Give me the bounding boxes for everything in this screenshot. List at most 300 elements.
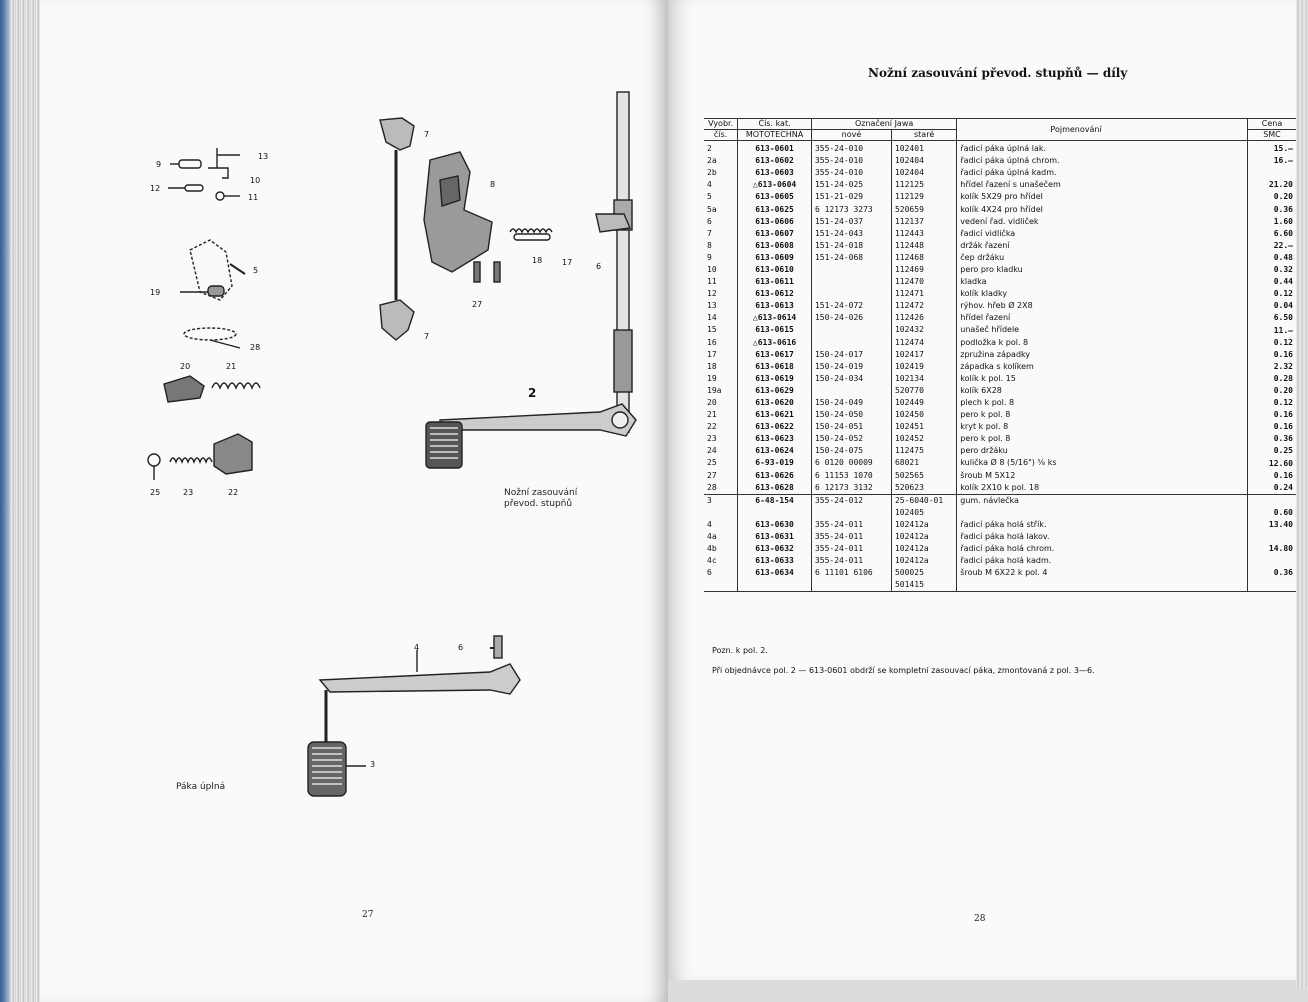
cell-cena: 1.60: [1248, 216, 1297, 228]
part-lever-bare-4: [320, 664, 520, 694]
cell-cena: 11.—: [1248, 324, 1297, 336]
label-18: 18: [532, 256, 543, 265]
cell-spacer: [1195, 409, 1248, 421]
cell-vyobr: 4: [707, 180, 712, 190]
table-row: [704, 457, 1296, 469]
table-row: [704, 445, 1296, 457]
note-reference: Pozn. k pol. 2.: [712, 646, 768, 655]
label-9: 9: [156, 160, 162, 169]
cell-spacer: [1195, 252, 1248, 264]
table-row: [704, 361, 1296, 373]
part-pin-28: [184, 328, 236, 340]
cell-stare: 68021: [891, 457, 956, 469]
cell-spacer: [1195, 543, 1248, 555]
cell-cena: 0.16: [1248, 409, 1297, 421]
table-row: [704, 507, 1296, 519]
label-21: 21: [226, 362, 237, 371]
cell-nove: 6 11101 6106: [811, 567, 891, 579]
cell-cena: 0.44: [1248, 276, 1297, 288]
cell-nove: 355-24-012: [811, 494, 891, 507]
cell-kat: 6-48-154: [738, 494, 812, 507]
cell-name: šroub M 6X22 k pol. 4: [957, 567, 1195, 579]
cell-spacer: [1195, 349, 1248, 361]
cell-nove: 355-24-011: [811, 531, 891, 543]
label-6-bottom: 6: [458, 643, 464, 652]
cell-vyobr: 8: [707, 240, 712, 250]
cell-cena: 0.28: [1248, 373, 1297, 385]
cell-kat: 613-0630: [738, 519, 812, 531]
part-holder-8: [424, 152, 492, 272]
cell-vyobr: 9: [707, 252, 712, 262]
cell-kat: 613-0606: [738, 216, 812, 228]
cell-name: gum. návlečka: [957, 494, 1195, 507]
part-lever-2: [440, 404, 636, 436]
cell-cena: 0.16: [1248, 349, 1297, 361]
part-ball-25: [148, 454, 160, 466]
table-row: [704, 203, 1296, 215]
table-row: [704, 397, 1296, 409]
cell-nove: 150-24-017: [811, 349, 891, 361]
cell-vyobr: [704, 579, 738, 592]
cell-spacer: [1195, 300, 1248, 312]
part-rubber-3: [308, 742, 346, 796]
cell-name: unašeč hřídele: [957, 324, 1195, 336]
table-row: [704, 519, 1296, 531]
cell-nove: 150-24-050: [811, 409, 891, 421]
cell-name: kryt k pol. 8: [957, 421, 1195, 433]
cell-vyobr: 7: [707, 228, 712, 238]
cell-kat: 613-0608: [738, 240, 812, 252]
cell-stare: 102412a: [891, 555, 956, 567]
table-row: [704, 543, 1296, 555]
label-6-right: 6: [596, 262, 602, 271]
cell-nove: 151-21-029: [811, 191, 891, 203]
cell-name: zpružina západky: [957, 349, 1195, 361]
cell-kat: 613-0629: [738, 385, 812, 397]
cell-vyobr: 20: [707, 398, 717, 408]
cell-kat: 613-0622: [738, 421, 812, 433]
cell-stare: 112474: [891, 337, 956, 349]
cell-name: řadicí páka úplná kadm.: [957, 167, 1195, 179]
cell-name: kolík 6X28: [957, 385, 1195, 397]
cell-cena: 6.60: [1248, 228, 1297, 240]
table-row: [704, 155, 1296, 167]
cell-vyobr: 2: [707, 144, 712, 154]
cell-vyobr: 10: [707, 264, 717, 274]
cell-spacer: [1195, 228, 1248, 240]
cell-stare: 102405: [891, 507, 956, 519]
cell-nove: 151-24-068: [811, 252, 891, 264]
cell-vyobr: 23: [707, 434, 717, 444]
col-smc-header: SMC: [1248, 130, 1297, 141]
cell-nove: 151-24-043: [811, 228, 891, 240]
col-kat-header: Čís. kat.: [738, 119, 812, 130]
label-23: 23: [183, 488, 194, 497]
cell-name: čep držáku: [957, 252, 1195, 264]
table-row: [704, 312, 1296, 324]
cell-vyobr: 2a: [707, 156, 717, 166]
cell-spacer: [1195, 445, 1248, 457]
cell-stare: 112468: [891, 252, 956, 264]
cell-spacer: [1195, 385, 1248, 397]
cell-stare: 112137: [891, 216, 956, 228]
label-7-bottom: 7: [424, 332, 430, 341]
cell-spacer: [1195, 421, 1248, 433]
table-row: [704, 421, 1296, 433]
cell-name: kolík 4X24 pro hřídel: [957, 203, 1195, 215]
cell-cena: [1248, 494, 1297, 507]
cell-name: řadicí vidlička: [957, 228, 1195, 240]
table-row: [704, 531, 1296, 543]
table-row: [704, 409, 1296, 421]
cell-cena: 0.32: [1248, 264, 1297, 276]
cell-stare: 102432: [891, 324, 956, 336]
table-row: [704, 433, 1296, 445]
cell-nove: [811, 276, 891, 288]
cell-kat: 613-0605: [738, 191, 812, 203]
cell-spacer: [1195, 457, 1248, 469]
cell-kat: 613-0609: [738, 252, 812, 264]
cell-name: pero držáku: [957, 445, 1195, 457]
table-row: [704, 216, 1296, 228]
figure-caption-bottom: Páka úplná: [176, 782, 226, 792]
label-25: 25: [150, 488, 161, 497]
page-number-left: 27: [362, 910, 374, 920]
right-page: [668, 0, 1296, 980]
cell-vyobr: 11: [707, 277, 717, 287]
cell-cena: 0.12: [1248, 397, 1297, 409]
cell-kat: 613-0628: [738, 482, 812, 495]
cell-name: řadicí páka holá chrom.: [957, 543, 1195, 555]
figure-caption: Nožní zasouvání převod. stupňů: [504, 488, 578, 509]
cell-vyobr: 4: [707, 519, 712, 529]
cell-nove: [811, 579, 891, 592]
page-title: Nožní zasouvání převod. stupňů — díly: [868, 66, 1128, 80]
cell-stare: 102412a: [891, 543, 956, 555]
cell-kat: 613-0611: [738, 276, 812, 288]
col-vyobr-subheader: čís.: [704, 130, 738, 141]
cell-spacer: [1195, 288, 1248, 300]
table-row: [704, 482, 1296, 495]
cell-vyobr: [704, 507, 738, 519]
cell-nove: [811, 288, 891, 300]
cell-name: kladka: [957, 276, 1195, 288]
cell-kat: 613-0620: [738, 397, 812, 409]
cell-cena: 0.16: [1248, 470, 1297, 482]
cell-name: rýhov. hřeb Ø 2X8: [957, 300, 1195, 312]
cell-nove: 151-24-072: [811, 300, 891, 312]
cell-nove: 355-24-011: [811, 543, 891, 555]
cell-nove: [811, 324, 891, 336]
cell-cena: 0.60: [1248, 507, 1297, 519]
cell-name: řadicí páka úplná lak.: [957, 141, 1195, 156]
cell-cena: 0.24: [1248, 482, 1297, 495]
cell-spacer: [1195, 470, 1248, 482]
cell-stare: 102449: [891, 397, 956, 409]
cell-vyobr: 18: [707, 361, 717, 371]
cell-kat: 613-0610: [738, 264, 812, 276]
cell-vyobr: 5a: [707, 204, 717, 214]
label-13: 13: [258, 152, 269, 161]
cell-stare: 500025: [891, 567, 956, 579]
col-stare-header: staré: [891, 130, 956, 141]
cell-stare: 102134: [891, 373, 956, 385]
cell-stare: 502565: [891, 470, 956, 482]
table-row: [704, 264, 1296, 276]
label-12: 12: [150, 184, 161, 193]
left-page: [40, 0, 668, 1002]
part-pin-5: [230, 264, 245, 274]
cell-nove: 6 12173 3132: [811, 482, 891, 495]
cell-cena: 0.36: [1248, 433, 1297, 445]
table-row: [704, 324, 1296, 336]
col-nazev-header: Pojmenování: [957, 119, 1195, 141]
label-19: 19: [150, 288, 161, 297]
part-fork-7-top: [380, 118, 414, 150]
cell-vyobr: 4c: [707, 556, 717, 566]
cell-kat: [738, 579, 812, 592]
cell-nove: [811, 507, 891, 519]
cell-cena: 0.20: [1248, 191, 1297, 203]
label-7-top: 7: [424, 130, 430, 139]
part-spring-23: [170, 458, 212, 462]
cell-nove: 150-24-049: [811, 397, 891, 409]
cell-name: držák řazení: [957, 240, 1195, 252]
table-row: [704, 191, 1296, 203]
cell-kat: 613-0602: [738, 155, 812, 167]
cell-name: kolík k pol. 15: [957, 373, 1195, 385]
label-10: 10: [250, 176, 261, 185]
cell-spacer: [1195, 579, 1248, 592]
cell-name: řadicí páka holá lakov.: [957, 531, 1195, 543]
cell-cena: 22.—: [1248, 240, 1297, 252]
cell-name: [957, 507, 1195, 519]
cell-vyobr: 17: [707, 349, 717, 359]
cell-vyobr: 24: [707, 446, 717, 456]
cell-stare: 112472: [891, 300, 956, 312]
cell-cena: [1248, 579, 1297, 592]
label-17: 17: [562, 258, 573, 267]
part-cover-22: [214, 434, 252, 474]
cell-kat: 613-0632: [738, 543, 812, 555]
note-order: Při objednávce pol. 2 — 613-0601 obdrží se kompletní zasouvací páka, zmontovaná z pol. 3—6.: [712, 666, 1095, 675]
cell-kat: 613-0624: [738, 445, 812, 457]
cell-vyobr: 4a: [707, 532, 717, 542]
table-row: [704, 288, 1296, 300]
cell-spacer: [1195, 191, 1248, 203]
table-row: [704, 579, 1296, 592]
col-kat-subheader: MOTOTECHNA: [738, 130, 812, 141]
cell-kat: 613-0615: [738, 324, 812, 336]
label-22: 22: [228, 488, 239, 497]
cell-cena: 0.36: [1248, 567, 1297, 579]
cell-kat: △613-0604: [738, 179, 812, 191]
cell-vyobr: 15: [707, 325, 717, 335]
cell-kat: 613-0634: [738, 567, 812, 579]
cell-spacer: [1195, 494, 1248, 507]
cell-nove: 355-24-010: [811, 167, 891, 179]
cell-cena: 0.20: [1248, 385, 1297, 397]
cell-cena: 14.80: [1248, 543, 1297, 555]
parts-table: [704, 118, 1296, 592]
cell-kat: 613-0619: [738, 373, 812, 385]
cell-kat: 613-0617: [738, 349, 812, 361]
cell-kat: [738, 507, 812, 519]
cell-spacer: [1195, 567, 1248, 579]
cell-spacer: [1195, 276, 1248, 288]
cell-spacer: [1195, 555, 1248, 567]
cell-stare: 112125: [891, 179, 956, 191]
part-fork-7-bottom: [380, 300, 414, 340]
label-11: 11: [248, 193, 259, 202]
table-row: [704, 349, 1296, 361]
cell-vyobr: 3: [704, 494, 738, 507]
cell-vyobr: 14: [707, 313, 717, 323]
cell-name: plech k pol. 8: [957, 397, 1195, 409]
part-roller-11: [216, 192, 224, 200]
cell-stare: 520623: [891, 482, 956, 495]
col-vyobr-header: Vyobr.: [704, 119, 738, 130]
label-28: 28: [250, 343, 261, 352]
cell-stare: 102401: [891, 141, 956, 156]
cell-name: [957, 579, 1195, 592]
part-pawl-18: [514, 234, 550, 240]
cell-nove: 355-24-010: [811, 155, 891, 167]
cell-kat: 613-0607: [738, 228, 812, 240]
cell-cena: 21.20: [1248, 179, 1297, 191]
cell-vyobr: 12: [707, 289, 717, 299]
cell-nove: [811, 337, 891, 349]
cell-kat: 6-93-019: [738, 457, 812, 469]
cell-cena: 13.40: [1248, 519, 1297, 531]
cell-spacer: [1195, 312, 1248, 324]
cell-vyobr: 6: [707, 216, 712, 226]
table-row: [704, 179, 1296, 191]
cell-stare: 102412a: [891, 519, 956, 531]
cell-cena: 12.60: [1248, 457, 1297, 469]
cell-kat: △613-0616: [738, 337, 812, 349]
cell-spacer: [1195, 167, 1248, 179]
cell-nove: 150-24-034: [811, 373, 891, 385]
cell-stare: 520659: [891, 203, 956, 215]
right-page-edges: [1296, 0, 1308, 990]
cell-nove: 150-24-052: [811, 433, 891, 445]
part-screw-6: [494, 636, 502, 658]
cell-name: řadicí páka úplná chrom.: [957, 155, 1195, 167]
part-plate-20: [164, 376, 204, 402]
cell-kat: 613-0612: [738, 288, 812, 300]
cell-vyobr: 22: [707, 422, 717, 432]
table-row: [704, 470, 1296, 482]
cell-nove: 151-24-018: [811, 240, 891, 252]
cell-vyobr: 28: [707, 482, 717, 492]
cell-spacer: [1195, 216, 1248, 228]
cell-cena: 0.36: [1248, 203, 1297, 215]
table-row: [704, 240, 1296, 252]
cell-vyobr: 4b: [707, 544, 717, 554]
cell-kat: 613-0631: [738, 531, 812, 543]
table-row: [704, 555, 1296, 567]
table-row: [704, 385, 1296, 397]
cell-spacer: [1195, 361, 1248, 373]
cell-vyobr: 16: [707, 337, 717, 347]
cell-kat: 613-0613: [738, 300, 812, 312]
cell-vyobr: 21: [707, 410, 717, 420]
cell-stare: 112471: [891, 288, 956, 300]
cell-spacer: [1195, 203, 1248, 215]
cell-spacer: [1195, 155, 1248, 167]
cell-cena: 15.—: [1248, 141, 1297, 156]
cell-cena: 6.50: [1248, 312, 1297, 324]
cell-nove: 355-24-011: [811, 555, 891, 567]
cell-stare: 112475: [891, 445, 956, 457]
cell-vyobr: 13: [707, 301, 717, 311]
label-2: 2: [528, 386, 537, 400]
cell-name: pero k pol. 8: [957, 433, 1195, 445]
part-pin-9: [179, 160, 201, 168]
cell-name: kulička Ø 8 (5/16") ⅝ ks: [957, 457, 1195, 469]
cell-nove: 6 12173 3273: [811, 203, 891, 215]
cell-stare: 102450: [891, 409, 956, 421]
cell-stare: 112470: [891, 276, 956, 288]
cell-stare: 112129: [891, 191, 956, 203]
cell-cena: [1248, 167, 1297, 179]
cell-spacer: [1195, 337, 1248, 349]
label-3: 3: [370, 760, 376, 769]
cell-nove: [811, 264, 891, 276]
cell-spacer: [1195, 264, 1248, 276]
cell-cena: [1248, 531, 1297, 543]
cell-name: řadicí páka holá střík.: [957, 519, 1195, 531]
cell-stare: 102419: [891, 361, 956, 373]
cell-vyobr: 2b: [707, 168, 717, 178]
table-row: [704, 567, 1296, 579]
cell-nove: 355-24-011: [811, 519, 891, 531]
cell-name: řadicí páka holá kadm.: [957, 555, 1195, 567]
cell-kat: 613-0626: [738, 470, 812, 482]
table-row: [704, 228, 1296, 240]
cell-kat: 613-0621: [738, 409, 812, 421]
table-row: [704, 141, 1296, 156]
part-rubber-3-top: [426, 422, 462, 468]
cell-nove: 150-24-026: [811, 312, 891, 324]
cell-cena: 0.25: [1248, 445, 1297, 457]
cell-name: hřídel řazení s unašečem: [957, 179, 1195, 191]
cell-vyobr: 19a: [707, 385, 722, 395]
cell-name: západka s kolíkem: [957, 361, 1195, 373]
cell-cena: 2.32: [1248, 361, 1297, 373]
cell-cena: 0.04: [1248, 300, 1297, 312]
label-5: 5: [253, 266, 259, 275]
cell-kat: 613-0618: [738, 361, 812, 373]
cell-cena: 0.16: [1248, 421, 1297, 433]
cell-kat: △613-0614: [738, 312, 812, 324]
cell-kat: 613-0623: [738, 433, 812, 445]
table-row: [704, 276, 1296, 288]
cell-name: podložka k pol. 8: [957, 337, 1195, 349]
cell-cena: 0.48: [1248, 252, 1297, 264]
cell-stare: 102417: [891, 349, 956, 361]
cell-vyobr: 6: [707, 568, 712, 578]
col-nove-header: nové: [811, 130, 891, 141]
cell-stare: 102452: [891, 433, 956, 445]
cell-vyobr: 27: [707, 470, 717, 480]
part-screw-27b: [494, 262, 500, 282]
cell-stare: 501415: [891, 579, 956, 592]
cell-vyobr: 5: [707, 192, 712, 202]
cell-nove: [811, 385, 891, 397]
cell-name: vedení řad. vidliček: [957, 216, 1195, 228]
